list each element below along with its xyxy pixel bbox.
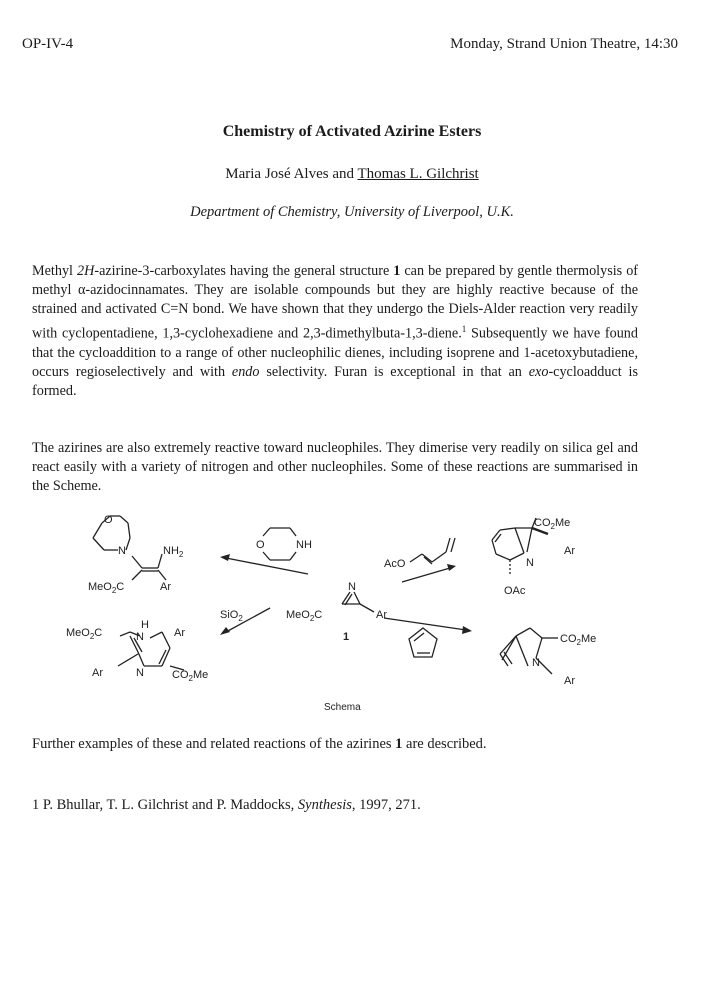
arrow-morpholine xyxy=(226,558,308,574)
paragraph-nucleophiles: The azirines are also extremely reactive toward nucleophiles. They dimerise very readily on silica gel and react easily with a variety of nitrogen and other nucleophiles. Some of these reactions are summarised in the Scheme. xyxy=(32,440,638,495)
morpholine-o-label: O xyxy=(104,514,113,526)
dimer-ester-left-label: MeO$_2$C xyxy=(66,627,103,641)
paragraph-intro: Methyl 2H-azirine-3-carboxylates having the general structure 1 can be prepared by gentle thermolysis of methyl α-azidocinnamates. They are isolable compounds but they are highly reactive because of the strained and activated C=N bond. We have shown that they undergo the Diels-Alder reaction very readily with cyclopentadiene, 1,3-cyclohexadiene and 2,3-dimethylbuta-1,3-diene.$^1$ Subsequently we have found that the cycloaddition to a range of other nucleophilic dienes, including isoprene and 1-acetoxybutadiene, occurs regioselectively and with endo selectivity. Furan is exceptional in that an exo-cycloadduct is formed. xyxy=(32,263,639,399)
silica-label: SiO$_2$ xyxy=(220,609,243,623)
nb-adduct-n-label: N xyxy=(532,657,540,669)
author-first: Maria José Alves xyxy=(225,166,329,182)
azirine-ar-label: Ar xyxy=(376,609,387,621)
footnote-mark: 1 xyxy=(461,323,467,334)
scheme-caption: Schema xyxy=(324,702,361,713)
nb-adduct-ar-label: Ar xyxy=(564,675,575,687)
author-connector: and xyxy=(328,166,358,182)
dimer-ar-bottom-label: Ar xyxy=(92,667,103,679)
dimer-h-label: H xyxy=(141,619,149,631)
dimer-n-label: N xyxy=(136,667,144,679)
cyclopentadiene-adduct-structure xyxy=(500,628,558,674)
session-info: Monday, Strand Union Theatre, 14:30 xyxy=(450,36,678,52)
cyclopentadiene-structure xyxy=(409,628,437,657)
acetoxy-label: AcO xyxy=(384,558,406,570)
reaction-scheme xyxy=(66,508,640,724)
nh2-label: $NH_2$ xyxy=(163,545,184,559)
morpholine-nh-label: NH xyxy=(296,539,312,551)
dimer-nh-label: N xyxy=(136,631,144,643)
morpholine-structure xyxy=(263,528,296,560)
nb-adduct-ester-label: $CO_2Me$ xyxy=(560,633,597,647)
reference-1: 1 P. Bhullar, T. L. Gilchrist and P. Maddocks, Synthesis, 1997, 271. xyxy=(32,797,421,813)
morpholine-free-o-label: O xyxy=(256,539,265,551)
further-examples: Further examples of these and related reactions of the azirines 1 are described. xyxy=(32,736,487,752)
dimer-ar-top-label: Ar xyxy=(174,627,185,639)
azirine-1-structure xyxy=(342,592,374,612)
arrow-cyclopentadiene xyxy=(384,618,466,630)
adduct-ar-label: Ar xyxy=(564,545,575,557)
paper-title: Chemistry of Activated Azirine Esters xyxy=(222,123,482,140)
azirine-n-label: N xyxy=(348,581,356,593)
acetoxybutadiene-structure xyxy=(410,538,455,564)
authors xyxy=(0,166,704,183)
adduct-ester-label: $CO_2Me$ xyxy=(534,517,571,531)
adduct-n-label: N xyxy=(526,557,534,569)
morpholine-n-label: N xyxy=(118,545,126,557)
enamine-ar-label: Ar xyxy=(160,581,171,593)
arrow-acetoxybutadiene xyxy=(402,568,450,582)
session-code: OP-IV-4 xyxy=(22,36,74,52)
affiliation: Department of Chemistry, University of Liverpool, U.K. xyxy=(190,204,514,220)
author-presenting: Thomas L. Gilchrist xyxy=(357,166,479,182)
dimer-ester-right-label: $CO_2Me$ xyxy=(172,669,209,683)
compound-number: 1 xyxy=(343,631,350,643)
azirine-ester-label: MeO$_2$C xyxy=(286,609,323,623)
ester-label-enamine: MeO$_2$C xyxy=(88,581,125,595)
adduct-oac-label: OAc xyxy=(504,585,526,597)
